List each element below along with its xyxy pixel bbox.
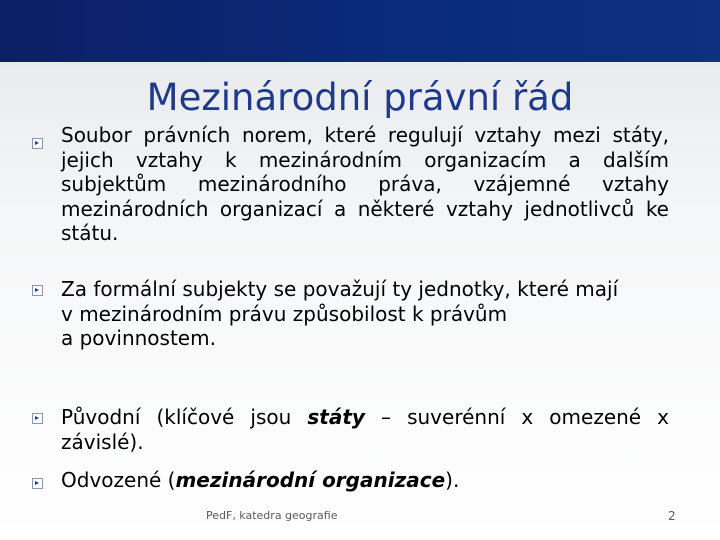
text-fragment: Odvozené (: [61, 468, 176, 492]
bullet-arrow-icon: [32, 413, 43, 424]
bullet-arrow-icon: [32, 285, 43, 296]
bullet-text-original: [61, 405, 669, 454]
bullet-text-definition: Soubor právních norem, které regulují vztahy mezi státy, jejich vztahy k mezinárodním organizacím a dalším subjektům mezinárodního práva, vzájemné vztahy mezinárodních organizací a některé vztahy jednotlivců ke státu.: [61, 123, 669, 245]
bullet-arrow-icon: [32, 478, 43, 489]
bullet-text-derived: [61, 468, 669, 493]
text-fragment: – suverénní x omezené x závislé).: [61, 405, 670, 454]
bullet-arrow-icon: [32, 138, 43, 149]
bullet-line: v mezinárodním právu způsobilost k právům: [61, 301, 508, 326]
text-fragment: Původní (klíčové jsou: [61, 405, 308, 429]
footer-text: PedF, katedra geografie: [206, 509, 338, 522]
header-band: [0, 0, 720, 62]
bullet-line: a povinnostem.: [61, 326, 216, 350]
text-fragment: ).: [445, 468, 460, 492]
bullet-text-subjects: [61, 277, 669, 351]
emphasis-organizations: mezinárodní organizace: [175, 468, 446, 492]
page-number: 2: [668, 509, 676, 523]
slide-title: Mezinárodní právní řád: [146, 76, 574, 119]
bullet-line: Za formální subjekty se považují ty jednotky, které mají: [61, 277, 619, 301]
emphasis-states: státy: [307, 405, 365, 429]
